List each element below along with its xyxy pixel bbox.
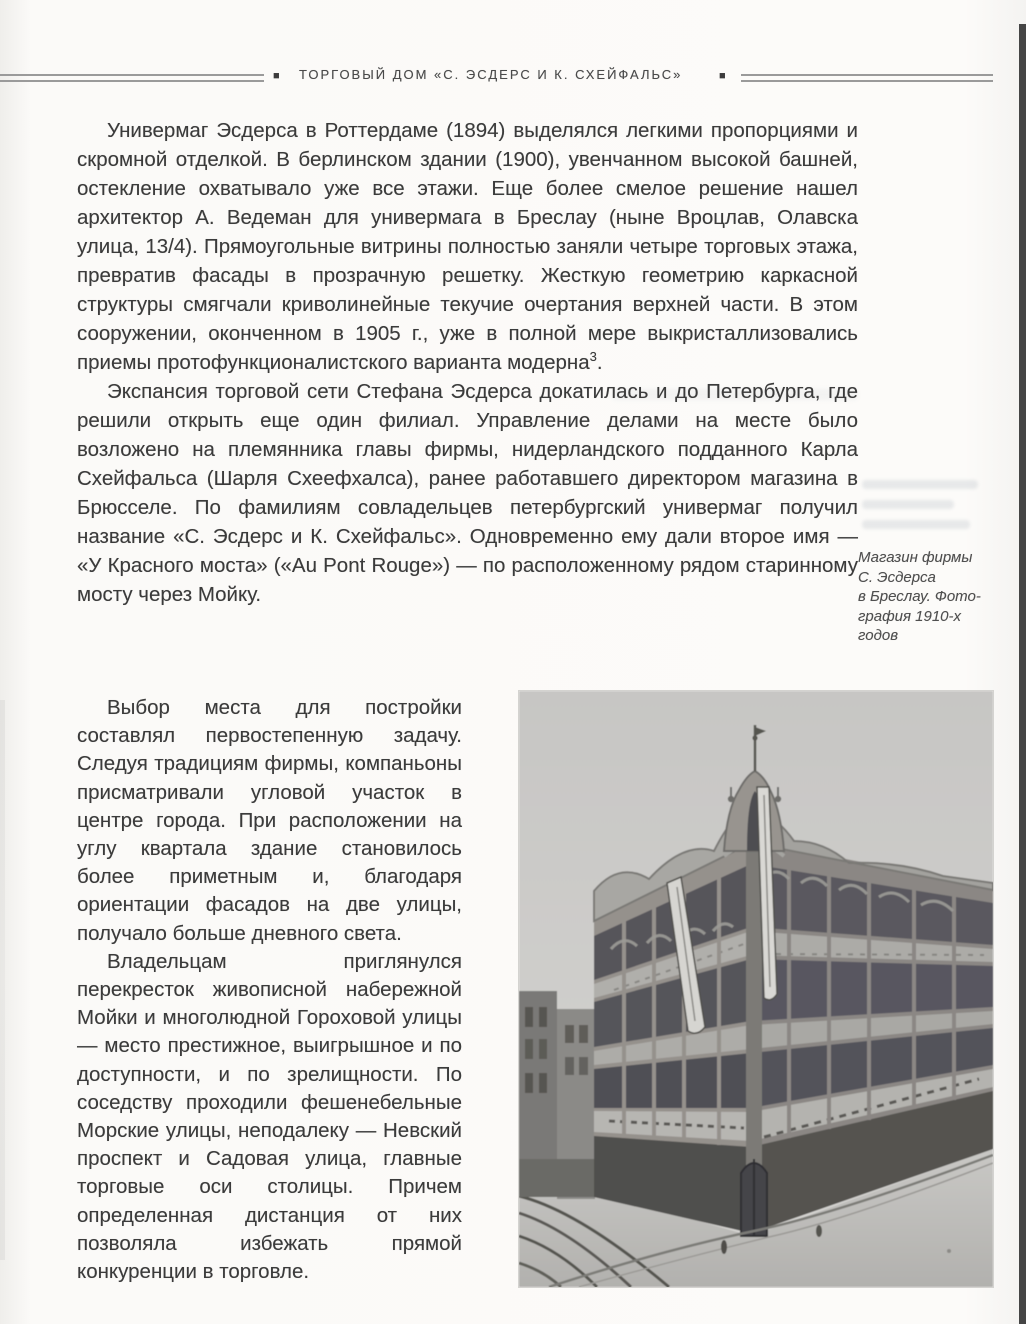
footnote-ref: 3: [589, 349, 597, 365]
body-paragraph-3: Выбор места для постройки составлял первостепенную задачу. Следуя традициям фирмы, компаньоны присматривали угловой участок в центре города. При расположении на углу квартала здание становилось более приметным и, благодаря ориентации фасадов на две улицы, получало больше дневного света.: [77, 696, 462, 945]
caption-line: в Бреслау. Фото-: [858, 588, 981, 605]
body-paragraph-2: Экспансия торговой сети Стефана Эсдерса докатилась и до Петербурга, где решили открыть еще один филиал. Управление делами на месте было возложено на племянника главы фирмы, нидерландского подданного Карла Схейфальса (Шарля Схеефхалса), ранее работавшего директором магазина в Брюсселе. По фамилиям совладельцев петербургский универмаг получил название «С. Эсдерс и К. Схейфальс». Одновременно ему дали второе имя — «У Красного моста» («Au Pont Rouge») — по расположенному рядом старинному мосту через Мойку.: [77, 380, 858, 606]
neighbor-buildings: [519, 991, 595, 1199]
caption-line: Магазин фирмы: [858, 549, 973, 566]
bleedthrough-text: [862, 480, 978, 489]
paragraph-text: Универмаг Эсдерса в Роттердаме (1894) выделялся легкими пропорциями и скромной отделкой. В берлинском здании (1900), увенчанном высокой башней, остекление охватывало уже все этажи. Еще более смелое решение нашел архитектор А. Ведеман для универмага в Бреслау (ныне Вроцлав, Олавска улица, 13/4). Прямоугольные витрины полностью заняли четыре торговых этажа, превратив фасады в прозрачную решетку. Жесткую геометрию каркасной структуры смягчали криволинейные текучие очертания верхней части. В этом сооружении, оконченном в 1905 г., уже в полной мере выкристаллизовались приемы протофункционалистского варианта модерна: [77, 119, 858, 374]
paragraph-text: .: [596, 351, 603, 374]
caption-line: годов: [858, 627, 899, 644]
header-rule-right: [741, 74, 993, 82]
bleedthrough-text: [862, 520, 970, 529]
scan-left-smudge: [0, 700, 5, 1260]
photo-caption: [858, 548, 1010, 646]
bleedthrough-text: [862, 500, 954, 509]
chapter-title: ТОРГОВЫЙ ДОМ «С. ЭСДЕРС И К. СХЕЙФАЛЬС»: [299, 67, 683, 82]
body-paragraph-1: [77, 116, 858, 377]
narrow-text-column: [77, 694, 462, 1286]
scan-edge-strip: [1019, 24, 1026, 1324]
header-rule-left: [0, 74, 264, 82]
building-photo-drawing: [519, 691, 993, 1287]
body-paragraph-4: Владельцам приглянулся перекресток живописной набережной Мойки и многолюдной Гороховой улицы — место престижное, выигрышное и по доступности, и по зрелищности. По соседству проходили фешенебельные Морские улицы, неподалеку — Невский проспект и Садовая улица, главные торговые оси столицы. Причем определенная дистанция от них позволяла избежать прямой конкуренции в торговле.: [77, 949, 462, 1284]
header-square-right-icon: ■: [719, 70, 726, 82]
caption-line: С. Эсдерса: [858, 568, 936, 586]
caption-line: графия 1910-х: [858, 607, 962, 625]
header-square-left-icon: ■: [273, 70, 280, 82]
building-photo: [519, 691, 993, 1287]
main-text-column: [77, 116, 858, 609]
